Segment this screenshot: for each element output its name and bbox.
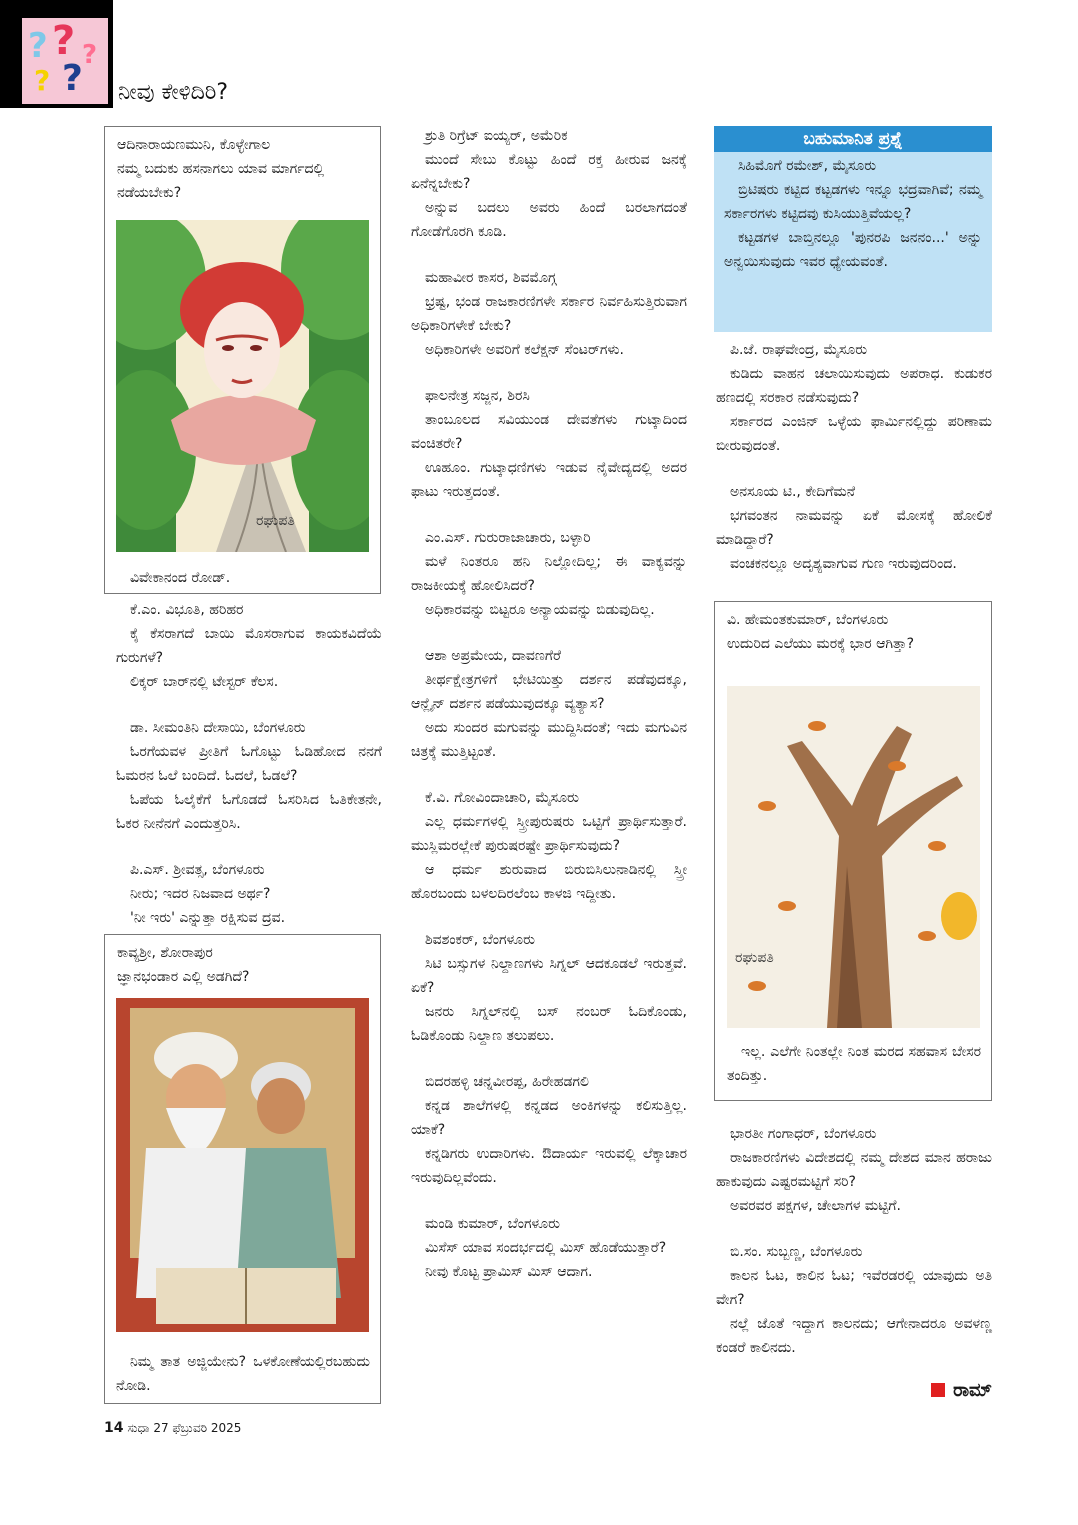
question-text: ಜ್ಞಾನಭಂಡಾರ ಎಲ್ಲಿ ಅಡಗಿದೆ? xyxy=(117,969,250,985)
right-column-entries xyxy=(716,338,992,598)
answer-text: ಅಧಿಕಾರವನ್ನು ಬಿಟ್ಟರೂ ಅನ್ಯಾಯವನ್ನು ಬಿಡುವುದಿಲ್ಲ. xyxy=(425,602,655,618)
tree-leaves-illustration xyxy=(727,686,980,1028)
qa-entry xyxy=(411,786,687,906)
answer-text: ವಂಚಕನಲ್ಲೂ ಅದೃಶ್ಯವಾಗುವ ಗುಣ ಇರುವುದರಿಂದ. xyxy=(730,556,957,572)
question-text: ಬ್ರಿಟಿಷರು ಕಟ್ಟಿದ ಕಟ್ಟಡಗಳು ಇನ್ನೂ ಭದ್ರವಾಗಿವೆ; ನಮ್ಮ ಸರ್ಕಾರಗಳು ಕಟ್ಟಿದವು ಕುಸಿಯುತ್ತಿವೆಯಲ್ಲ? xyxy=(724,182,982,222)
answer-text: ಇಲ್ಲ. ಎಲೆಗೇ ನಿಂತಲ್ಲೇ ನಿಂತ ಮರದ ಸಹವಾಸ ಬೇಸರ ತಂದಿತ್ತು. xyxy=(727,1044,981,1084)
middle-column-entries xyxy=(411,124,687,1306)
answer-text: ಅವರವರ ಪಕ್ಷಗಳ, ಚೇಲಾಗಳ ಮಟ್ಟಿಗೆ. xyxy=(730,1198,901,1214)
qa-entry xyxy=(411,266,687,362)
qa-entry xyxy=(411,928,687,1048)
question-text: ಕುಡಿದು ವಾಹನ ಚಲಾಯಿಸುವುದು ಅಪರಾಧ. ಕುಡುಕರ ಹಣದಲ್ಲಿ ಸರಕಾರ ನಡೆಸುವುದು? xyxy=(716,366,992,406)
featured-question-box xyxy=(714,126,992,332)
question-text: ಓರಗೆಯವಳ ಪ್ರೀತಿಗೆ ಓಗೊಟ್ಟು ಓಡಿಹೋದ ನನಗೆ ಓಮರನ ಓಲೆ ಬಂದಿದೆ. ಓದಲೆ, ಓಡಲೆ? xyxy=(116,744,382,784)
questioner-name: ಮಹಾವೀರ ಕಾಸರ, ಶಿವಮೊಗ್ಗ xyxy=(425,270,557,286)
questioner-name: ಬಿ.ಸಂ. ಸುಬ್ಬಣ್ಣ, ಬೆಂಗಳೂರು xyxy=(730,1244,863,1260)
qa-entry xyxy=(716,1240,992,1360)
questioner-name: ವಿ. ಹೇಮಂತಕುಮಾರ್, ಬೆಂಗಳೂರು xyxy=(727,612,889,628)
question-text: ಕಾಲನ ಓಟ, ಕಾಲಿನ ಓಟ; ಇವೆರಡರಲ್ಲಿ ಯಾವುದು ಅತಿ ವೇಗ? xyxy=(716,1268,992,1308)
answer-text: ಓಪೆಯ ಓಲೈಕೆಗೆ ಓಗೊಡದೆ ಓಸರಿಸಿದ ಓತಿಕೇತನೇ, ಓಕರ ನೀನೆನಗೆ ಎಂದುತ್ತರಿಸಿ. xyxy=(116,792,382,832)
answer-text: ಲಿಕ್ಕರ್ ಬಾರ್‌ನಲ್ಲಿ ಟೇಸ್ಟರ್ ಕೆಲಸ. xyxy=(130,674,279,690)
page-number: 14 xyxy=(104,1420,124,1436)
question-text: ಮುಂದೆ ಸೇಬು ಕೊಟ್ಟು ಹಿಂದೆ ರಕ್ತ ಹೀರುವ ಜನಕ್ಕೆ ಏನೆನ್ನಬೇಕು? xyxy=(411,152,687,192)
issue-date: 27 ಫೆಬ್ರುವರಿ 2025 xyxy=(153,1421,242,1435)
answer-text: ವಿವೇಕಾನಂದ ರೋಡ್. xyxy=(130,570,231,586)
qa-entry xyxy=(716,338,992,458)
left-column-entries xyxy=(116,598,382,952)
question-text: ತಾಂಬೂಲದ ಸವಿಯುಂಡ ದೇವತೆಗಳು ಗುಟ್ಕಾದಿಂದ ವಂಚಿತರೇ? xyxy=(411,412,687,452)
qa-entry xyxy=(716,480,992,576)
publication-name: ಸುಧಾ xyxy=(127,1421,150,1435)
answer-text: 'ನೀ ಇರು' ಎನ್ನುತ್ತಾ ರಕ್ಷಿಸುವ ದ್ರವ. xyxy=(130,910,286,926)
questioner-name: ಶಿವಶಂಕರ್, ಬೆಂಗಳೂರು xyxy=(425,932,535,948)
question-text: ಭ್ರಷ್ಟ, ಭಂಡ ರಾಜಕಾರಣಿಗಳೇ ಸರ್ಕಾರ ನಿರ್ವಹಿಸುತ್ತಿರುವಾಗ ಅಧಿಕಾರಿಗಳೇಕೆ ಬೇಕು? xyxy=(411,294,687,334)
answer-text: ನೀವು ಕೊಟ್ಟ ಪ್ರಾಮಿಸ್ ಮಿಸ್ ಆದಾಗ. xyxy=(425,1264,593,1280)
qa-entry xyxy=(411,1070,687,1190)
questioner-name: ಡಾ. ಸೀಮಂತಿನಿ ದೇಸಾಯಿ, ಬೆಂಗಳೂರು xyxy=(130,720,306,736)
author-name: ರಾಮ್ xyxy=(953,1380,992,1401)
qa-entry xyxy=(116,716,382,836)
questioner-name: ಭಾರತೀ ಗಂಗಾಧರ್, ಬೆಂಗಳೂರು xyxy=(730,1126,877,1142)
answer-text: ಸರ್ಕಾರದ ಎಂಜಿನ್ ಒಳ್ಳೆಯ ಫಾರ್ಮಿನಲ್ಲಿದ್ದು ಪರಿಣಾಮ ಬೀರುವುದಂತೆ. xyxy=(716,414,992,454)
illustrator-signature: ರಘುಪತಿ xyxy=(735,950,774,966)
qa-entry xyxy=(411,1212,687,1284)
qa-entry xyxy=(411,644,687,764)
question-text: ನೀರು; ಇದರ ನಿಜವಾದ ಅರ್ಥ? xyxy=(130,886,271,902)
answer-text: ಕನ್ನಡಿಗರು ಉದಾರಿಗಳು. ಔದಾರ್ಯ ಇರುವಲ್ಲಿ ಲೆಕ್ಕಾಚಾರ ಇರುವುದಿಲ್ಲವೆಂದು. xyxy=(411,1146,687,1186)
questioner-name: ಕೆ.ವಿ. ಗೋವಿಂದಾಚಾರಿ, ಮೈಸೂರು xyxy=(425,790,579,806)
answer-text: ಜನರು ಸಿಗ್ನಲ್‌ನಲ್ಲಿ ಬಸ್ ನಂಬರ್ ಓದಿಕೊಂಡು, ಓಡಿಕೊಂಡು ನಿಲ್ದಾಣ ತಲುಪಲು. xyxy=(411,1004,687,1044)
questioner-name: ಬಿದರಹಳ್ಳಿ ಚನ್ನವೀರಪ್ಪ, ಹಿರೇಹಡಗಲಿ xyxy=(425,1074,589,1090)
questioner-name: ಕಾವ್ಯಶ್ರೀ, ಶೋರಾಪುರ xyxy=(117,945,213,961)
answer-text: ನಲ್ಲೆ ಜೊತೆ ಇದ್ದಾಗ ಕಾಲನದು; ಆಗೇನಾದರೂ ಅವಳಣ್ಣ ಕಂಡರೆ ಕಾಲಿನದು. xyxy=(716,1316,992,1356)
page-title: ನೀವು ಕೇಳಿದಿರಿ? xyxy=(118,80,229,105)
illustrator-signature: ರಘುಪತಿ xyxy=(256,513,295,529)
questioner-name: ಆಶಾ ಅಪ್ರಮೇಯ, ದಾವಣಗೆರೆ xyxy=(425,648,561,664)
questioner-name: ಸಿಹಿಮೊಗೆ ರಮೇಶ್, ಮೈಸೂರು xyxy=(738,158,877,174)
answer-text: ಕಟ್ಟಡಗಳ ಬಾಬ್ತಿನಲ್ಲೂ 'ಪುನರಪಿ ಜನನಂ...' ಅನ್ನು ಅನ್ವಯಿಸುವುದು ಇವರ ಧ್ಯೇಯವಂತೆ. xyxy=(724,230,982,270)
answer-text: ಅದು ಸುಂದರ ಮಗುವನ್ನು ಮುದ್ದಿಸಿದಂತೆ; ಇದು ಮಗುವಿನ ಚಿತ್ರಕ್ಕೆ ಮುತ್ತಿಟ್ಟಂತೆ. xyxy=(411,720,687,760)
page-footer xyxy=(104,1420,241,1436)
question-text: ನಮ್ಮ ಬದುಕು ಹಸನಾಗಲು ಯಾವ ಮಾರ್ಗದಲ್ಲಿ ನಡೆಯಬೇಕು? xyxy=(117,161,325,201)
vivekananda-road-illustration xyxy=(116,220,369,552)
logo-block xyxy=(0,0,113,108)
question-text: ಸಿಟಿ ಬಸ್ಸುಗಳ ನಿಲ್ದಾಣಗಳು ಸಿಗ್ನಲ್ ಆದಕೂಡಲೆ ಇರುತ್ತವೆ. ಏಕೆ? xyxy=(411,956,687,996)
answer-text: ಆ ಧರ್ಮ ಶುರುವಾದ ಬಿರುಬಿಸಿಲುನಾಡಿನಲ್ಲಿ ಸ್ತ್ರೀ ಹೊರಬಂದು ಬಳಲದಿರಲೆಂಬ ಕಾಳಜಿ ಇದ್ದೀತು. xyxy=(411,862,687,902)
question-mark-logo: ? ? ? ? ? xyxy=(22,18,108,104)
grandparents-illustration xyxy=(116,998,369,1332)
answer-text: ಅಧಿಕಾರಿಗಳೇ ಅವರಿಗೆ ಕಲೆಕ್ಷನ್ ಸೆಂಟರ್‌ಗಳು. xyxy=(425,342,624,358)
qa-entry xyxy=(411,124,687,244)
question-text: ಭಗವಂತನ ನಾಮವನ್ನು ಏಕೆ ಮೋಸಕ್ಕೆ ಹೋಲಿಕೆ ಮಾಡಿದ್ದಾರೆ? xyxy=(716,508,992,548)
qa-entry xyxy=(716,1122,992,1218)
questioner-name: ಪಿ.ಎಸ್. ಶ್ರೀವತ್ಸ, ಬೆಂಗಳೂರು xyxy=(130,862,265,878)
questioner-name: ಮಂಡಿ ಕುಮಾರ್, ಬೆಂಗಳೂರು xyxy=(425,1216,560,1232)
red-square-icon xyxy=(931,1383,945,1397)
question-text: ರಾಜಕಾರಣಿಗಳು ವಿದೇಶದಲ್ಲಿ ನಮ್ಮ ದೇಶದ ಮಾನ ಹರಾಜು ಹಾಕುವುದು ಎಷ್ಟರಮಟ್ಟಿಗೆ ಸರಿ? xyxy=(716,1150,992,1190)
qa-entry xyxy=(411,526,687,622)
questioner-name: ಪಿ.ಜೆ. ರಾಘವೇಂದ್ರ, ಮೈಸೂರು xyxy=(730,342,868,358)
question-text: ಮಳೆ ನಿಂತರೂ ಹನಿ ನಿಲ್ಲೋದಿಲ್ಲ; ಈ ವಾಕ್ಯವನ್ನು ರಾಜಕೀಯಕ್ಕೆ ಹೋಲಿಸಿದರೆ? xyxy=(411,554,687,594)
question-text: ಮಿಸೆಸ್ ಯಾವ ಸಂದರ್ಭದಲ್ಲಿ ಮಿಸ್ ಹೊಡೆಯುತ್ತಾರೆ? xyxy=(425,1240,667,1256)
questioner-name: ಕೆ.ಎಂ. ವಿಭೂತಿ, ಹರಿಹರ xyxy=(130,602,244,618)
answer-text: ಊಹೂಂ. ಗುಟ್ಕಾಧಣಿಗಳು ಇಡುವ ನೈವೇದ್ಯದಲ್ಲಿ ಅದರ ಫಾಟು ಇರುತ್ತದಂತೆ. xyxy=(411,460,687,500)
questioner-name: ಎಂ.ಎಸ್. ಗುರುರಾಜಾಚಾರು, ಬಳ್ಳಾರಿ xyxy=(425,530,591,546)
questioner-name: ಅನಸೂಯ ಟಿ., ಕೇದಿಗೆಮನೆ xyxy=(730,484,856,500)
answer-text: ನಿಮ್ಮ ತಾತ ಅಜ್ಜಿಯೇನು? ಒಳಕೋಣೆಯಲ್ಲಿರಬಹುದು ನೋಡಿ. xyxy=(116,1354,370,1394)
question-text: ತೀರ್ಥಕ್ಷೇತ್ರಗಳಿಗೆ ಭೇಟಿಯಿತ್ತು ದರ್ಶನ ಪಡೆವುದಕ್ಕೂ, ಆನ್ಲೈನ್ ದರ್ಶನ ಪಡೆಯುವುದಕ್ಕೂ ವ್ಯತ್ಯಾಸ? xyxy=(411,672,687,712)
qa-entry xyxy=(411,384,687,504)
question-text: ಎಲ್ಲ ಧರ್ಮಗಳಲ್ಲಿ ಸ್ತ್ರೀಪುರುಷರು ಒಟ್ಟಿಗೆ ಪ್ರಾರ್ಥಿಸುತ್ತಾರೆ. ಮುಸ್ಲಿಮರಲ್ಲೇಕೆ ಪುರುಷರಷ್ಟೇ ಪ್ರಾರ್ಥಿಸುವುದು? xyxy=(411,814,687,854)
qa-entry xyxy=(116,598,382,694)
answer-text: ಅನ್ನುವ ಬದಲು ಅವರು ಹಿಂದೆ ಬರಲಾಗದಂತೆ ಗೋಡೆಗೊರಗಿ ಕೂಡಿ. xyxy=(411,200,687,240)
questioner-name: ಫಾಲನೇತ್ರ ಸಜ್ಜನ, ಶಿರಸಿ xyxy=(425,388,530,404)
questioner-name: ಶ್ರುತಿ ರಿಗ್ರೆಟ್ ಐಯ್ಯರ್, ಅಮೆರಿಕ xyxy=(425,128,568,144)
question-text: ಉದುರಿದ ಎಲೆಯು ಮರಕ್ಕೆ ಭಾರ ಆಗಿತ್ತಾ? xyxy=(727,636,915,652)
author-signature xyxy=(931,1380,992,1401)
questioner-name: ಆದಿನಾರಾಯಣಮುನಿ, ಕೊಳ್ಳೇಗಾಲ xyxy=(117,137,271,153)
question-text: ಕೈ ಕೆಸರಾಗದೆ ಬಾಯಿ ಮೊಸರಾಗುವ ಕಾಯಕವಿದೆಯೆ ಗುರುಗಳೆ? xyxy=(116,626,382,666)
question-text: ಕನ್ನಡ ಶಾಲೆಗಳಲ್ಲಿ ಕನ್ನಡದ ಅಂಕಿಗಳನ್ನು ಕಲಿಸುತ್ತಿಲ್ಲ. ಯಾಕೆ? xyxy=(411,1098,687,1138)
featured-heading: ಬಹುಮಾನಿತ ಪ್ರಶ್ನೆ xyxy=(714,126,992,152)
qa-entry xyxy=(116,858,382,930)
right-column-entries-2 xyxy=(716,1122,992,1382)
